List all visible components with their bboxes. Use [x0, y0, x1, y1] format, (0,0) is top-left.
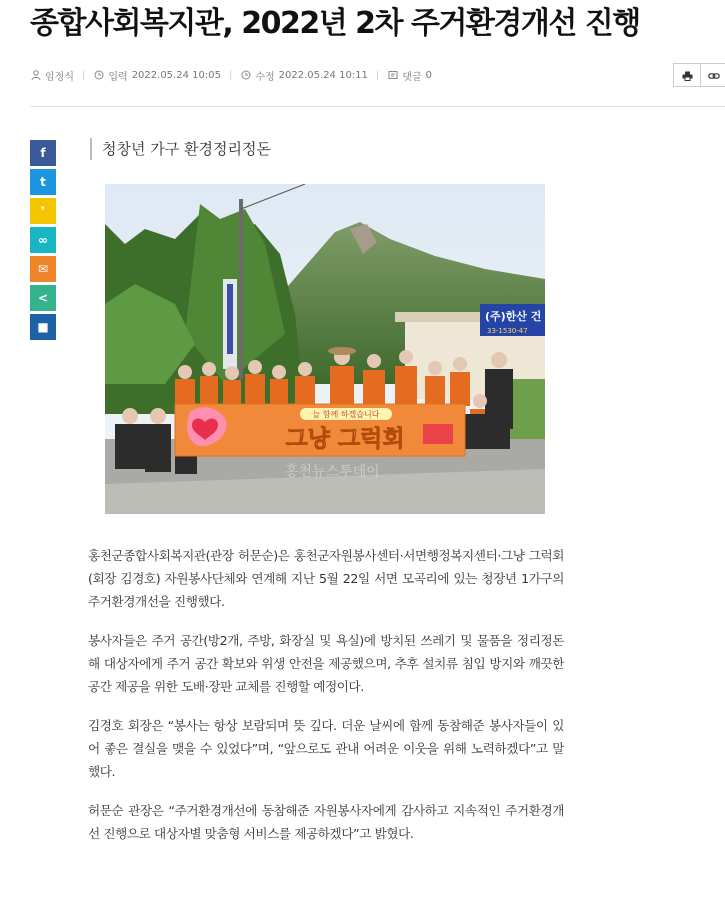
print-icon — [682, 66, 693, 85]
url-copy-icon — [708, 66, 720, 85]
banner-title: 그냥 그럭회 — [285, 426, 405, 452]
modified-date — [240, 68, 368, 83]
published-date — [93, 68, 221, 83]
twitter-icon: t — [40, 175, 46, 189]
kakaostory-share-button[interactable] — [30, 198, 56, 224]
article-subtitle: 청창년 가구 환경정리정돈 — [90, 138, 271, 160]
bookmark-share-button[interactable] — [30, 314, 56, 340]
link-icon: ∞ — [38, 233, 48, 247]
article-paragraph: 홍천군종합사회복지관(관장 허문순)은 홍천군자원봉사센터·서면행정복지센터·그냥 그럭회(회장 김경호) 자원봉사단체와 연계해 지난 5월 22일 서면 모곡리에 있는 청장년 1가구의 주거환경개선을 진행했다. — [88, 548, 564, 609]
article-paragraph: 허문순 관장은 “주거환경개선에 동참해준 자원봉사자에게 감사하고 지속적인 주거환경개선 진행으로 대상자별 맞춤형 서비스를 제공하겠다”고 밝혔다. — [88, 803, 564, 841]
meta-divider: | — [81, 69, 86, 81]
comment-icon — [387, 70, 398, 81]
email-share-button[interactable] — [30, 256, 56, 282]
share-share-button[interactable] — [30, 285, 56, 311]
modified-value: 2022.05.24 10:11 — [278, 69, 368, 81]
print-button[interactable] — [673, 63, 701, 87]
article-headline: 종합사회복지관, 2022년 2차 주거환경개선 진행 — [30, 6, 640, 41]
published-value: 2022.05.24 10:05 — [131, 69, 221, 81]
article-paragraph: 봉사자들은 주거 공간(방2개, 주방, 화장실 및 욕실)에 방치된 쓰레기 및 물품을 정리정돈 해 대상자에게 주거 공간 확보와 위생 안전을 제공했으며, 추후 설치류 침입 방지와 깨끗한 공간 제공을 위한 도배·장판 교체를 진행할 예정이다. — [88, 633, 564, 694]
bookmark-icon: ■ — [37, 320, 49, 334]
share-bar — [30, 140, 56, 343]
clock-icon — [240, 70, 251, 81]
article-body — [88, 544, 564, 861]
comments-label: 댓글 — [402, 71, 422, 83]
meta-divider: | — [375, 69, 380, 81]
modified-label: 수정 — [255, 71, 275, 83]
sign-phone: 33-1530-47 — [487, 327, 528, 335]
meta-divider: | — [228, 69, 233, 81]
volunteer-group-photo — [105, 184, 545, 514]
user-icon — [30, 70, 41, 81]
facebook-icon: f — [40, 146, 46, 160]
facebook-share-button[interactable] — [30, 140, 56, 166]
email-icon: ✉ — [37, 262, 49, 276]
author — [30, 68, 74, 83]
copy-url-button[interactable] — [700, 63, 725, 87]
comments-value: 0 — [425, 69, 432, 81]
clock-icon — [93, 70, 104, 81]
article-meta — [30, 66, 432, 84]
photo-watermark: 홍천뉴스투데이 — [285, 464, 380, 480]
link-share-button[interactable] — [30, 227, 56, 253]
published-label: 입력 — [108, 71, 128, 83]
twitter-share-button[interactable] — [30, 169, 56, 195]
article-photo[interactable] — [105, 184, 545, 514]
sign-text: (주)한산 건 — [485, 310, 542, 323]
comment-count[interactable] — [387, 68, 432, 83]
author-name: 임정식 — [45, 71, 74, 83]
article-tools — [673, 63, 725, 87]
kakaostory-icon: ❜ — [40, 204, 46, 218]
banner-slogan: 늘 함께 하겠습니다 — [312, 410, 380, 419]
share-icon: < — [37, 291, 49, 305]
article-paragraph: 김경호 회장은 “봉사는 항상 보람되며 뜻 깊다. 더운 날씨에 함께 동참해준 봉사자들이 있어 좋은 결실을 맺을 수 있었다”며, “앞으로도 관내 어려운 이웃을 위해 노력하겠다”고 말했다. — [88, 718, 564, 779]
header-divider — [30, 106, 725, 107]
